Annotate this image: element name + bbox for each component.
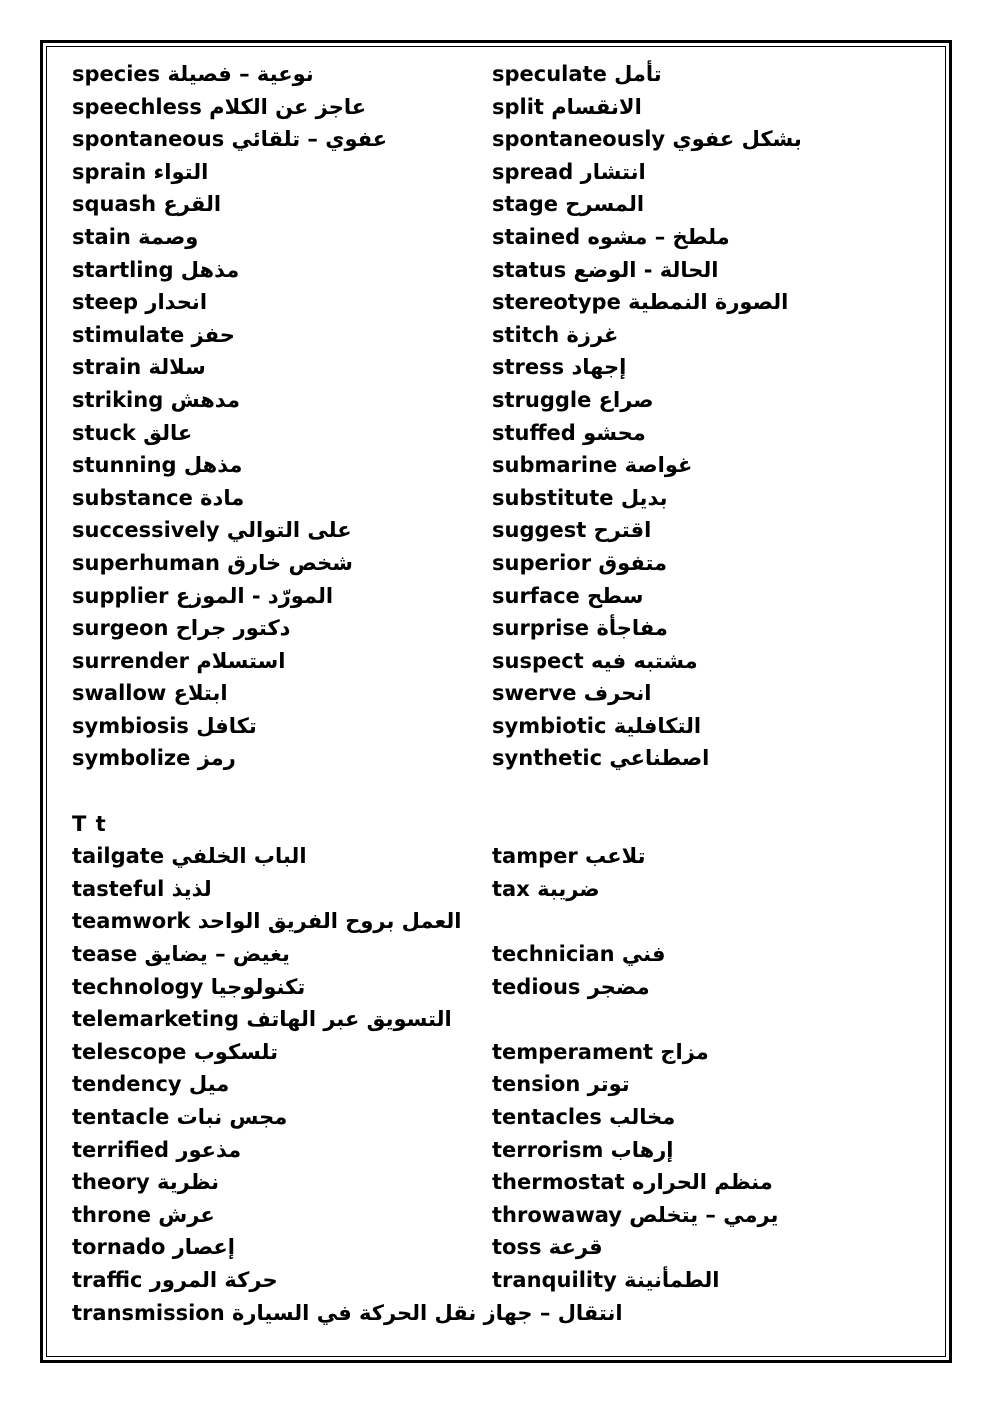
word-entry	[492, 1166, 773, 1199]
english-word: tension	[492, 1072, 581, 1097]
english-word: traffic	[72, 1267, 143, 1292]
arabic-translation: مزاج	[660, 1039, 709, 1064]
word-entry	[72, 905, 461, 938]
english-word: tax	[492, 876, 530, 901]
word-entry	[72, 58, 314, 91]
word-row	[72, 1264, 932, 1297]
word-entry	[72, 1134, 241, 1167]
word-row	[72, 1036, 932, 1069]
word-entry	[492, 58, 662, 91]
arabic-translation: تكافل	[196, 713, 257, 738]
arabic-translation: ميل	[188, 1072, 230, 1097]
english-word: surface	[492, 583, 580, 608]
word-row	[72, 1068, 932, 1101]
arabic-translation: لذيذ	[171, 876, 212, 901]
arabic-translation: سلالة	[148, 355, 206, 380]
english-word: throne	[72, 1202, 151, 1227]
english-word: stuffed	[492, 420, 576, 445]
arabic-translation: اصطناعي	[609, 746, 710, 771]
arabic-translation: نوعية – فصيلة	[167, 62, 314, 86]
arabic-translation: غرزة	[566, 322, 619, 347]
english-word: successively	[72, 518, 220, 543]
arabic-translation: سطح	[587, 583, 644, 608]
english-word: speculate	[492, 62, 607, 86]
word-entry	[72, 677, 228, 710]
word-entry	[72, 580, 333, 613]
english-word: suspect	[492, 648, 584, 673]
english-word: species	[72, 62, 161, 86]
word-entry	[492, 384, 654, 417]
english-word: strain	[72, 355, 142, 380]
arabic-translation: عفوي – تلقائي	[231, 127, 388, 152]
arabic-translation: انتشار	[580, 159, 646, 184]
word-entry	[72, 873, 212, 906]
arabic-translation: نظرية	[157, 1170, 220, 1195]
arabic-translation: رمز	[197, 746, 236, 771]
word-entry	[72, 91, 366, 124]
arabic-translation: متفوق	[598, 550, 668, 575]
word-entry	[72, 417, 192, 450]
arabic-translation: عاجز عن الكلام	[209, 94, 367, 119]
english-word: sprain	[72, 159, 147, 184]
arabic-translation: المورّد - الموزع	[175, 583, 334, 608]
word-entry	[492, 1231, 603, 1264]
english-word: symbiotic	[492, 713, 607, 738]
word-row	[72, 710, 932, 743]
word-entry	[492, 938, 666, 971]
t-section-heading: T t	[72, 811, 107, 836]
english-word: toss	[492, 1235, 542, 1260]
word-entry	[492, 840, 645, 873]
english-word: tornado	[72, 1235, 166, 1260]
word-entry	[492, 1134, 674, 1167]
word-entry	[492, 547, 667, 580]
english-word: superhuman	[72, 550, 220, 575]
word-entry	[492, 91, 642, 124]
word-entry	[492, 1199, 778, 1232]
word-entry	[492, 319, 618, 352]
english-word: supplier	[72, 583, 169, 608]
arabic-translation: الانقسام	[551, 94, 642, 119]
english-word: stuck	[72, 420, 136, 445]
arabic-translation: شخص خارق	[227, 550, 353, 575]
word-row	[72, 1101, 932, 1134]
english-word: stain	[72, 224, 131, 249]
word-entry	[492, 580, 643, 613]
arabic-translation: يغيض – يضايق	[144, 942, 290, 967]
arabic-translation: التسويق عبر الهاتف	[246, 1007, 452, 1032]
english-word: suggest	[492, 518, 587, 543]
word-entry	[492, 351, 626, 384]
arabic-translation: إرهاب	[610, 1137, 674, 1162]
english-word: spontaneous	[72, 127, 225, 152]
arabic-translation: التواء	[153, 159, 209, 184]
word-row	[72, 840, 932, 873]
word-entry	[72, 1166, 219, 1199]
english-word: status	[492, 257, 567, 282]
word-entry	[72, 1264, 278, 1297]
arabic-translation: تلاعب	[585, 844, 646, 869]
word-row	[72, 123, 932, 156]
english-word: symbiosis	[72, 713, 189, 738]
word-row	[72, 938, 932, 971]
arabic-translation: الحالة - الوضع	[573, 257, 719, 282]
word-row	[72, 612, 932, 645]
word-entry	[492, 1068, 630, 1101]
word-entry	[492, 254, 718, 287]
arabic-translation: على التوالي	[226, 518, 352, 543]
vocabulary-sheet	[72, 58, 932, 1329]
arabic-translation: التكافلية	[613, 713, 702, 738]
english-word: telescope	[72, 1039, 187, 1064]
arabic-translation: مجس نبات	[176, 1105, 288, 1129]
word-entry	[72, 547, 353, 580]
english-word: substance	[72, 485, 193, 510]
arabic-translation: منظم الحراره	[631, 1170, 773, 1195]
arabic-translation: حركة المرور	[149, 1267, 278, 1292]
english-word: striking	[72, 387, 164, 412]
word-row	[72, 1231, 932, 1264]
arabic-translation: اقترح	[593, 518, 652, 543]
english-word: struggle	[492, 387, 592, 412]
word-entry	[72, 1036, 278, 1069]
english-word: speechless	[72, 94, 202, 119]
arabic-translation: العمل بروح الفريق الواحد	[197, 909, 462, 934]
word-row	[72, 254, 932, 287]
english-word: spontaneously	[492, 127, 666, 152]
word-row	[72, 971, 932, 1004]
arabic-translation: بشكل عفوي	[672, 127, 802, 152]
word-entry	[72, 1101, 287, 1134]
word-entry	[492, 221, 730, 254]
english-word: transmission	[72, 1300, 225, 1325]
word-row	[72, 286, 932, 319]
english-word: swallow	[72, 681, 167, 706]
word-entry	[72, 645, 285, 678]
word-row	[72, 873, 932, 906]
word-row	[72, 221, 932, 254]
word-entry	[72, 710, 257, 743]
word-row	[72, 351, 932, 384]
word-entry	[72, 1297, 623, 1330]
arabic-translation: إجهاد	[571, 355, 627, 380]
word-row	[72, 188, 932, 221]
section-gap	[72, 775, 932, 808]
word-entry	[72, 384, 240, 417]
word-entry	[492, 971, 650, 1004]
word-row	[72, 384, 932, 417]
word-entry	[72, 286, 207, 319]
english-word: surgeon	[72, 616, 169, 641]
arabic-translation: المسرح	[565, 192, 645, 217]
english-word: symbolize	[72, 746, 191, 771]
word-row	[72, 482, 932, 515]
arabic-translation: مدهش	[170, 387, 240, 412]
english-word: thermostat	[492, 1170, 625, 1195]
english-word: teamwork	[72, 909, 191, 934]
english-word: squash	[72, 192, 157, 217]
arabic-translation: مذهل	[180, 257, 240, 282]
word-entry	[492, 449, 692, 482]
arabic-translation: تأمل	[614, 62, 662, 86]
word-entry	[72, 840, 307, 873]
english-word: tailgate	[72, 844, 165, 869]
english-word: submarine	[492, 453, 618, 478]
word-row	[72, 580, 932, 613]
word-row	[72, 1134, 932, 1167]
arabic-translation: انتقال – جهاز نقل الحركة في السيارة	[231, 1300, 623, 1325]
word-row	[72, 449, 932, 482]
english-word: substitute	[492, 485, 614, 510]
english-word: spread	[492, 159, 574, 184]
word-entry	[72, 449, 242, 482]
english-word: surrender	[72, 648, 189, 673]
s-words-section	[72, 58, 932, 775]
english-word: stress	[492, 355, 565, 380]
word-entry	[72, 1003, 452, 1036]
word-entry	[492, 1101, 675, 1134]
arabic-translation: استسلام	[196, 648, 286, 673]
arabic-translation: مادة	[200, 485, 245, 510]
english-word: terrified	[72, 1137, 170, 1162]
arabic-translation: توتر	[587, 1072, 630, 1097]
english-word: tease	[72, 942, 138, 967]
english-word: terrorism	[492, 1137, 604, 1162]
word-entry	[492, 873, 600, 906]
english-word: startling	[72, 257, 174, 282]
arabic-translation: إعصار	[172, 1235, 235, 1260]
arabic-translation: صراع	[598, 387, 654, 412]
arabic-translation: مشتبه فيه	[591, 648, 698, 673]
word-row	[72, 91, 932, 124]
arabic-translation: الطمأنينة	[624, 1267, 720, 1292]
t-words-section	[72, 840, 932, 1329]
english-word: temperament	[492, 1039, 654, 1064]
word-entry	[72, 612, 290, 645]
arabic-translation: يرمي – يتخلص	[629, 1202, 779, 1227]
arabic-translation: قرعة	[548, 1235, 603, 1260]
english-word: swerve	[492, 681, 577, 706]
word-entry	[492, 123, 802, 156]
word-entry	[72, 319, 235, 352]
arabic-translation: تلسكوب	[193, 1039, 278, 1064]
arabic-translation: انحدار	[145, 290, 208, 315]
english-word: tedious	[492, 974, 581, 999]
word-entry	[492, 710, 701, 743]
word-entry	[72, 221, 198, 254]
word-entry	[72, 1199, 215, 1232]
arabic-translation: دكتور جراح	[175, 616, 291, 641]
english-word: tamper	[492, 844, 578, 869]
arabic-translation: مضجر	[587, 974, 650, 999]
english-word: stunning	[72, 453, 177, 478]
word-row	[72, 58, 932, 91]
english-word: synthetic	[492, 746, 603, 771]
arabic-translation: ملطخ – مشوه	[587, 224, 730, 249]
english-word: tendency	[72, 1072, 182, 1097]
word-entry	[492, 156, 646, 189]
english-word: theory	[72, 1170, 150, 1195]
word-row	[72, 514, 932, 547]
arabic-translation: محشو	[583, 420, 646, 445]
english-word: stage	[492, 192, 558, 217]
word-row	[72, 677, 932, 710]
english-word: superior	[492, 550, 592, 575]
english-word: tasteful	[72, 876, 165, 901]
word-row	[72, 1297, 932, 1330]
word-entry	[72, 123, 387, 156]
word-row	[72, 319, 932, 352]
english-word: tentacles	[492, 1105, 602, 1129]
word-entry	[492, 1264, 719, 1297]
english-word: stitch	[492, 322, 560, 347]
arabic-translation: مخالب	[609, 1105, 676, 1129]
arabic-translation: انحرف	[583, 681, 652, 706]
english-word: steep	[72, 290, 139, 315]
word-row	[72, 1199, 932, 1232]
arabic-translation: مفاجأة	[596, 616, 668, 641]
english-word: stained	[492, 224, 581, 249]
english-word: stimulate	[72, 322, 185, 347]
arabic-translation: مذعور	[176, 1137, 242, 1162]
word-entry	[492, 645, 698, 678]
arabic-translation: القرع	[163, 192, 222, 217]
word-row	[72, 1003, 932, 1036]
word-entry	[492, 1036, 709, 1069]
english-word: telemarketing	[72, 1007, 239, 1032]
word-entry	[72, 971, 305, 1004]
word-entry	[492, 677, 651, 710]
word-entry	[492, 482, 667, 515]
english-word: tranquility	[492, 1267, 617, 1292]
arabic-translation: ضريبة	[537, 876, 600, 901]
word-row	[72, 417, 932, 450]
arabic-translation: بديل	[620, 485, 668, 510]
word-entry	[492, 417, 646, 450]
word-entry	[72, 482, 244, 515]
word-entry	[72, 514, 352, 547]
word-entry	[72, 1068, 229, 1101]
arabic-translation: الصورة النمطية	[628, 290, 789, 315]
word-entry	[72, 1231, 235, 1264]
arabic-translation: الباب الخلفي	[171, 844, 307, 869]
english-word: throwaway	[492, 1202, 622, 1227]
arabic-translation: حفز	[191, 322, 235, 347]
english-word: split	[492, 94, 544, 119]
word-entry	[72, 938, 290, 971]
arabic-translation: تكنولوجيا	[210, 974, 306, 999]
word-entry	[492, 188, 644, 221]
word-row	[72, 905, 932, 938]
word-row	[72, 547, 932, 580]
word-entry	[492, 742, 709, 775]
word-row	[72, 645, 932, 678]
arabic-translation: عرش	[158, 1202, 215, 1227]
english-word: stereotype	[492, 290, 621, 315]
arabic-translation: وصمة	[138, 224, 199, 249]
english-word: technology	[72, 974, 204, 999]
word-row	[72, 742, 932, 775]
word-row	[72, 156, 932, 189]
arabic-translation: غواصة	[624, 453, 693, 478]
word-entry	[72, 351, 206, 384]
word-entry	[492, 514, 651, 547]
word-entry	[72, 254, 239, 287]
arabic-translation: مذهل	[183, 453, 243, 478]
word-entry	[72, 188, 221, 221]
word-row	[72, 1166, 932, 1199]
english-word: surprise	[492, 616, 590, 641]
word-entry	[492, 612, 668, 645]
arabic-translation: عالق	[143, 420, 193, 445]
arabic-translation: ابتلاع	[173, 681, 228, 706]
arabic-translation: فني	[621, 942, 666, 967]
word-entry	[72, 742, 236, 775]
word-entry	[72, 156, 208, 189]
english-word: tentacle	[72, 1105, 170, 1129]
english-word: technician	[492, 942, 615, 967]
word-entry	[492, 286, 788, 319]
